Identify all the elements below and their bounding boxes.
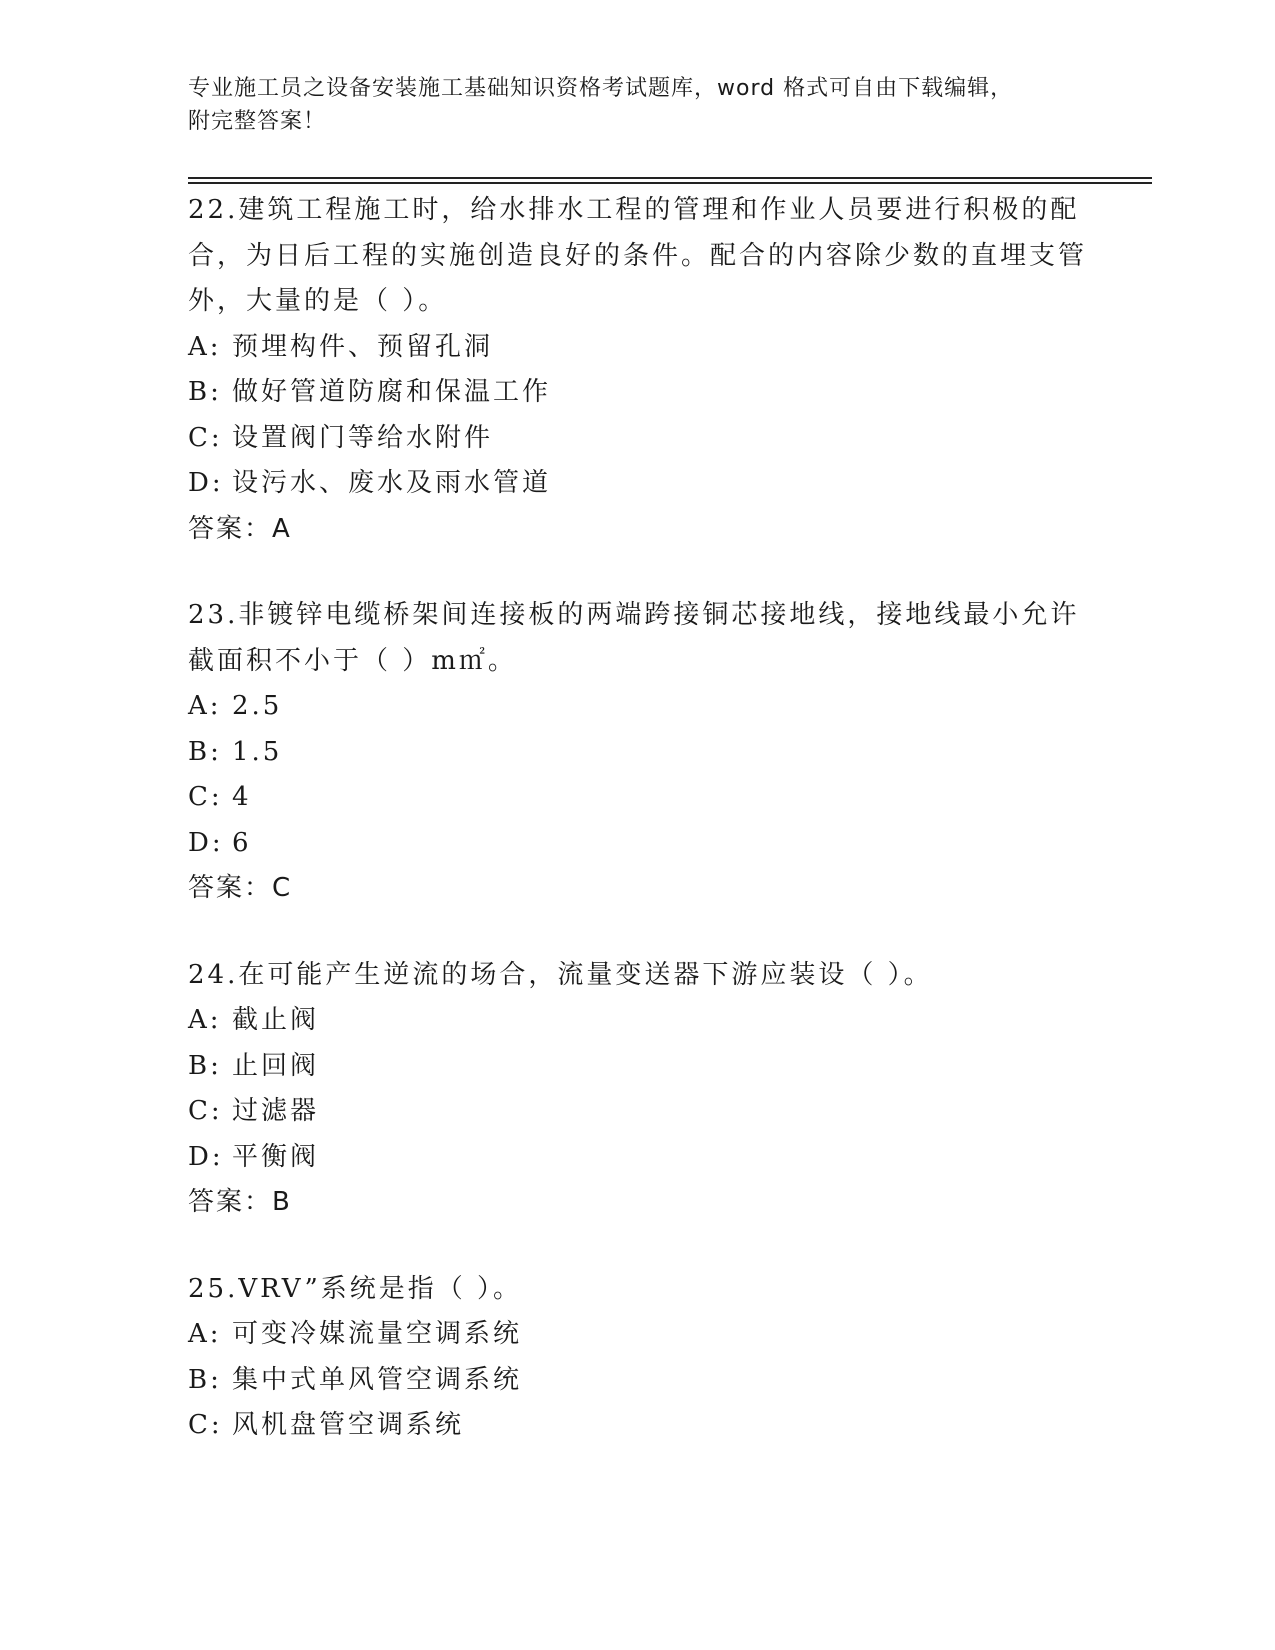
option-d <box>188 821 1088 867</box>
option-a <box>188 684 1088 730</box>
option-text: 6 <box>232 827 252 858</box>
question-24 <box>188 953 1088 1226</box>
option-c <box>188 416 1088 462</box>
option-text: 截止阀 <box>232 1005 320 1035</box>
option-text: 1.5 <box>232 736 283 767</box>
document-header <box>188 72 1088 138</box>
option-letter: C: <box>188 422 223 453</box>
option-b <box>188 1044 1088 1090</box>
question-23 <box>188 593 1088 912</box>
option-letter: C: <box>188 782 223 812</box>
option-letter: D: <box>188 827 224 858</box>
header-line-1: 专业施工员之设备安装施工基础知识资格考试题库，word 格式可自由下载编辑， <box>188 76 1014 101</box>
question-25 <box>188 1267 1088 1449</box>
option-text: 平衡阀 <box>232 1141 320 1172</box>
answer-line: 答案：B <box>188 1187 292 1217</box>
question-stem: 24.在可能产生逆流的场合，流量变送器下游应装设（ ）。 <box>188 959 933 990</box>
option-text: 做好管道防腐和保温工作 <box>232 377 552 407</box>
option-text: 预埋构件、预留孔洞 <box>232 331 494 362</box>
option-text: 风机盘管空调系统 <box>232 1410 465 1440</box>
option-letter: B: <box>188 1050 222 1081</box>
answer-line: 答案：C <box>188 873 293 903</box>
option-letter: A: <box>188 331 222 362</box>
option-c <box>188 1089 1088 1135</box>
option-text: 过滤器 <box>232 1096 320 1126</box>
header-divider-bottom <box>188 182 1152 184</box>
option-c <box>188 1403 1088 1449</box>
option-text: 集中式单风管空调系统 <box>232 1364 523 1395</box>
option-letter: D: <box>188 1141 224 1172</box>
option-text: 4 <box>232 782 252 812</box>
option-letter: A: <box>188 1005 222 1035</box>
option-text: 设污水、废水及雨水管道 <box>232 468 552 498</box>
option-d <box>188 1135 1088 1181</box>
question-stem: 22.建筑工程施工时，给水排水工程的管理和作业人员要进行积极的配合，为日后工程的实施创造良好的条件。配合的内容除少数的直埋支管外，大量的是（ ）。 <box>188 195 1088 316</box>
option-text: 止回阀 <box>232 1050 320 1081</box>
option-letter: B: <box>188 736 222 767</box>
option-d <box>188 461 1088 507</box>
option-a <box>188 325 1088 371</box>
option-b <box>188 1358 1088 1404</box>
question-stem: 23.非镀锌电缆桥架间连接板的两端跨接铜芯接地线，接地线最小允许截面积不小于（ ）m㎡。 <box>188 600 1080 676</box>
answer-line: 答案：A <box>188 513 292 544</box>
question-22 <box>188 188 1088 552</box>
header-divider-top <box>188 177 1152 179</box>
question-stem: 25.VRV”系统是指（ ）。 <box>188 1273 523 1304</box>
option-text: 设置阀门等给水附件 <box>232 422 494 453</box>
option-letter: C: <box>188 1096 223 1126</box>
option-letter: A: <box>188 1319 222 1349</box>
header-line-2: 附完整答案！ <box>188 109 327 134</box>
option-c <box>188 775 1088 821</box>
option-letter: B: <box>188 1364 222 1395</box>
option-letter: C: <box>188 1410 223 1440</box>
option-b <box>188 730 1088 776</box>
option-text: 2.5 <box>232 691 283 721</box>
option-b <box>188 370 1088 416</box>
option-letter: D: <box>188 468 224 498</box>
option-letter: A: <box>188 691 222 721</box>
option-a <box>188 998 1088 1044</box>
option-text: 可变冷媒流量空调系统 <box>232 1319 523 1349</box>
question-list <box>188 188 1088 1490</box>
option-letter: B: <box>188 377 222 407</box>
option-a <box>188 1312 1088 1358</box>
